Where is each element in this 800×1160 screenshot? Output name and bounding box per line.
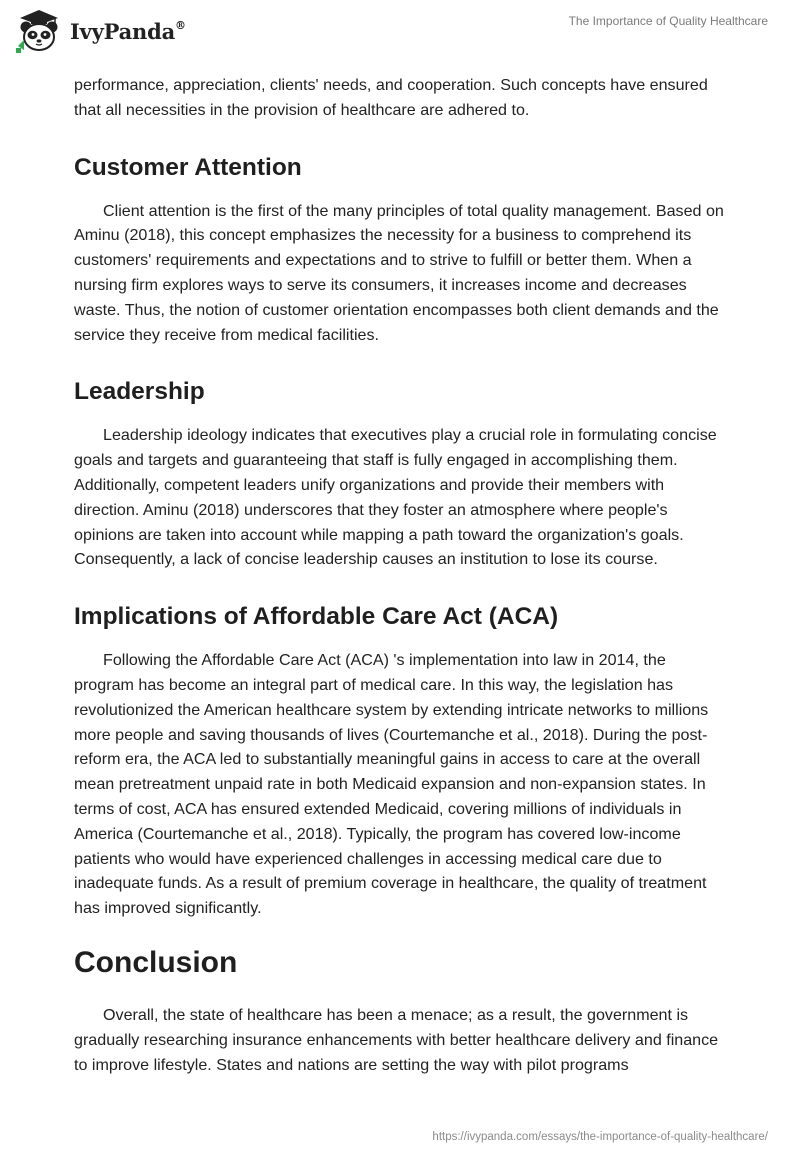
intro-fragment-paragraph: performance, appreciation, clients' needs, and cooperation. Such concepts have ensured that all necessities in the provision of healthcare are adhered to.	[74, 76, 708, 119]
section-paragraph-conclusion: Overall, the state of healthcare has been a menace; as a result, the government is gradually researching insurance enhancements with better healthcare delivery and finance to improve lifestyle. States and nations are setting the way with pilot programs	[74, 1005, 719, 1074]
logo-text: IvyPanda	[70, 18, 176, 44]
section-paragraph-leadership: Leadership ideology indicates that executives play a crucial role in formulating concise goals and targets and guaranteeing that staff is fully engaged in accomplishing them. Additionally, competent leaders unify organizations and provide their members with direction. Aminu (2018) underscores that they foster an atmosphere where people's opinions are taken into account while mapping a path toward the organization's goals. Consequently, a lack of concise leadership causes an institution to lose its course.	[74, 426, 717, 569]
section-heading-leadership: Leadership	[74, 378, 205, 406]
section-paragraph-customer-attention: Client attention is the first of the many principles of total quality management. Based on Aminu (2018), this concept emphasizes the necessity for a business to comprehend its customers' requirements and expectations and to strive to fulfill or better them. When a nursing firm explores ways to serve its consumers, it increases income and decreases waste. Thus, the notion of customer orientation encompasses both client demands and the service they receive from medical facilities.	[74, 201, 724, 344]
source-url-link[interactable]: https://ivypanda.com/essays/the-importance-of-quality-healthcare/	[432, 1131, 768, 1143]
panda-graduate-icon	[14, 6, 64, 56]
essay-content	[74, 70, 726, 1077]
section-heading-conclusion: Conclusion	[74, 945, 238, 979]
page-header	[0, 0, 800, 70]
section-heading-customer-attention: Customer Attention	[74, 153, 302, 181]
registered-mark: ®	[175, 18, 186, 32]
document-title: The Importance of Quality Healthcare	[568, 14, 768, 28]
ivypanda-logo[interactable]	[14, 6, 186, 56]
logo-wordmark	[70, 19, 186, 44]
section-heading-aca: Implications of Affordable Care Act (ACA)	[74, 603, 559, 631]
section-paragraph-aca: Following the Affordable Care Act (ACA) 's implementation into law in 2014, the program has become an integral part of medical care. In this way, the legislation has revolutionized the American healthcare system by extending intricate networks to millions more people and saving thousands of lives (Courtemanche et al., 2018). During the post-reform era, the ACA led to substantially meaningful gains in access to care at the overall mean pretreatment unpaid rate in both Medicaid expansion and non-expansion states. In terms of cost, ACA has ensured extended Medicaid, covering millions of individuals in America (Courtemanche et al., 2018). Typically, the program has covered low-income patients who would have experienced challenges in accessing medical care due to inadequate funds. As a result of premium coverage in healthcare, the quality of treatment has improved significantly.	[74, 651, 709, 918]
